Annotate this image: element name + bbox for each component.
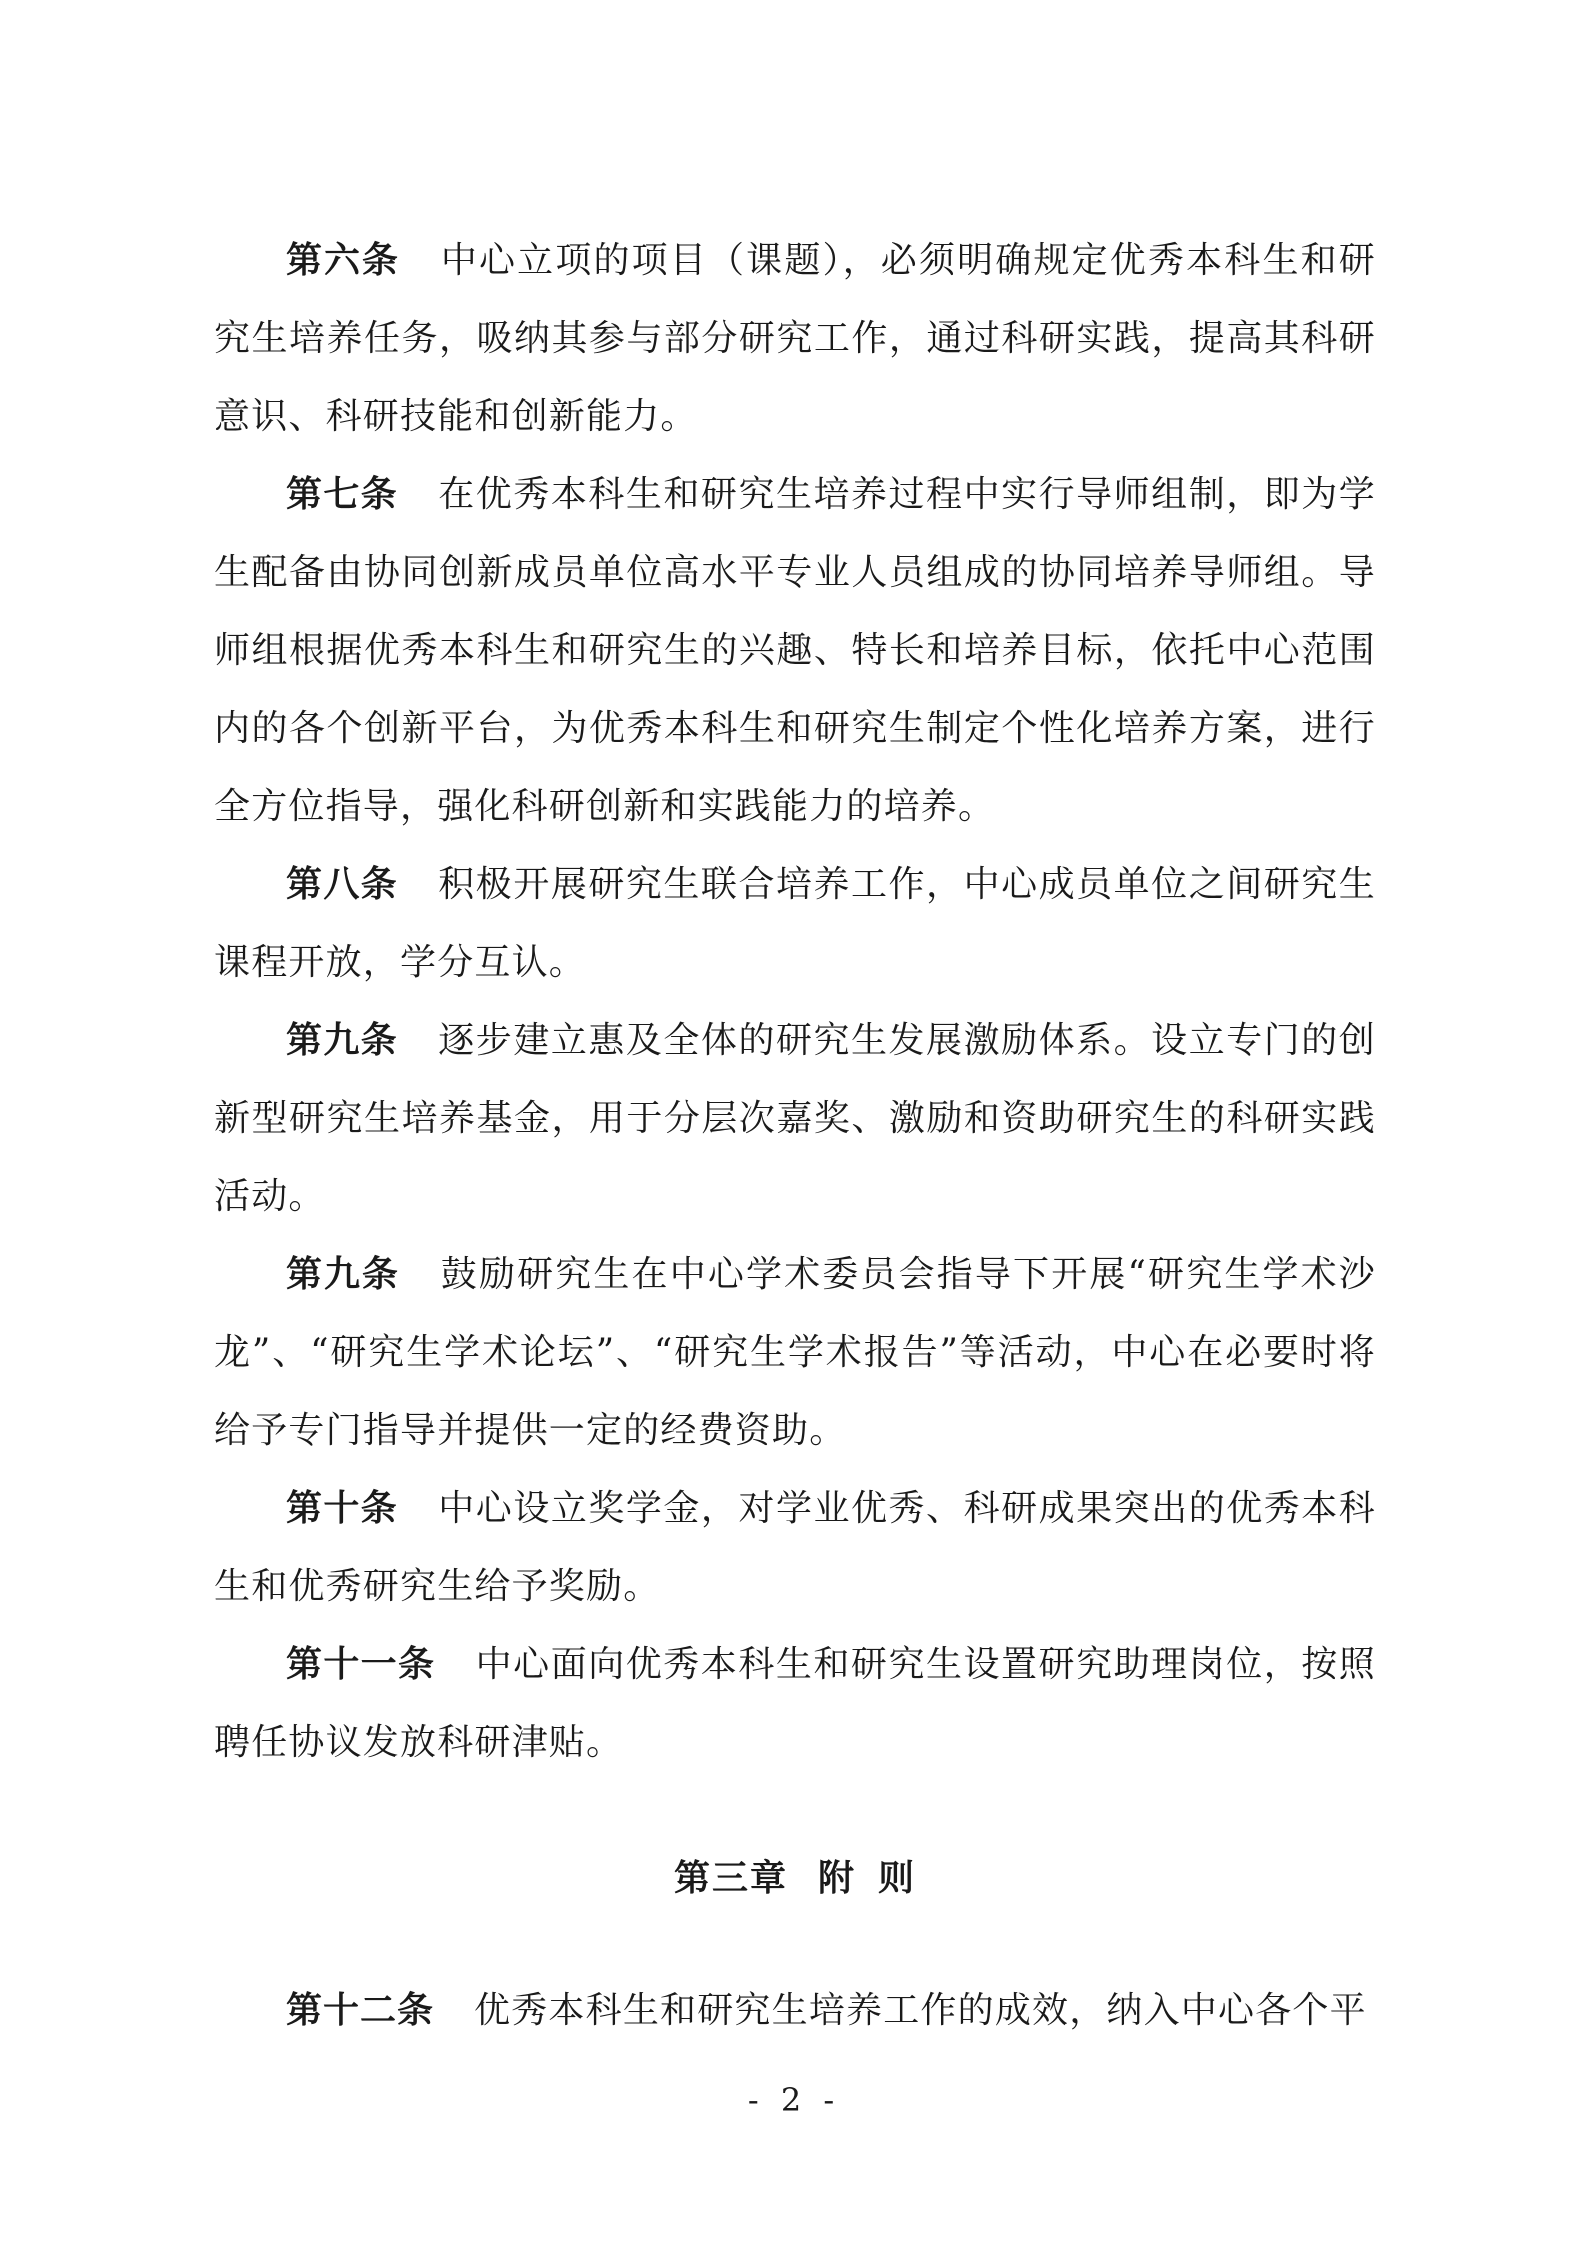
article-text: 中心面向优秀本科生和研究生设置研究助理岗位，按照聘任协议发放科研津贴。	[214, 1644, 1376, 1763]
article-number: 第十二条	[286, 1990, 435, 2031]
article-text: 在优秀本科生和研究生培养过程中实行导师组制，即为学生配备由协同创新成员单位高水平专业人员组成的协同培养导师组。导师组根据优秀本科生和研究生的兴趣、特长和培养目标，依托中心范围内的各个创新平台，为优秀本科生和研究生制定个性化培养方案，进行全方位指导，强化科研创新和实践能力的培养。	[214, 474, 1376, 827]
article-list-continued	[214, 1972, 1376, 2050]
article-text: 中心设立奖学金，对学业优秀、科研成果突出的优秀本科生和优秀研究生给予奖励。	[214, 1488, 1376, 1607]
article-paragraph	[214, 222, 1376, 456]
article-list	[214, 222, 1376, 1782]
article-number: 第七条	[286, 474, 398, 515]
page-number: - 2 -	[747, 2081, 841, 2119]
article-number: 第十一条	[286, 1644, 436, 1685]
chapter-title-char: 附	[817, 1858, 856, 1899]
article-paragraph	[214, 1470, 1376, 1626]
article-number: 第八条	[286, 864, 398, 905]
article-paragraph	[214, 1626, 1376, 1782]
article-paragraph	[214, 456, 1376, 846]
article-paragraph	[214, 1002, 1376, 1236]
chapter-title-char: 则	[878, 1858, 917, 1899]
article-paragraph	[214, 1972, 1376, 2050]
article-text: 逐步建立惠及全体的研究生发展激励体系。设立专门的创新型研究生培养基金，用于分层次嘉奖、激励和资助研究生的科研实践活动。	[214, 1020, 1376, 1217]
article-text: 鼓励研究生在中心学术委员会指导下开展“研究生学术沙龙”、“研究生学术论坛”、“研究生学术报告”等活动，中心在必要时将给予专门指导并提供一定的经费资助。	[214, 1254, 1376, 1451]
chapter-number: 第三章	[673, 1858, 788, 1899]
chapter-heading	[214, 1840, 1376, 1918]
article-number: 第六条	[286, 240, 400, 281]
article-paragraph	[214, 1236, 1376, 1470]
article-number: 第九条	[286, 1254, 400, 1295]
article-paragraph	[214, 846, 1376, 1002]
article-text: 优秀本科生和研究生培养工作的成效，纳入中心各个平	[474, 1990, 1367, 2031]
article-text: 中心立项的项目（课题），必须明确规定优秀本科生和研究生培养任务，吸纳其参与部分研究工作，通过科研实践，提高其科研意识、科研技能和创新能力。	[214, 240, 1376, 437]
article-number: 第九条	[286, 1020, 398, 1061]
article-text: 积极开展研究生联合培养工作，中心成员单位之间研究生课程开放，学分互认。	[214, 864, 1376, 983]
article-number: 第十条	[286, 1488, 398, 1529]
